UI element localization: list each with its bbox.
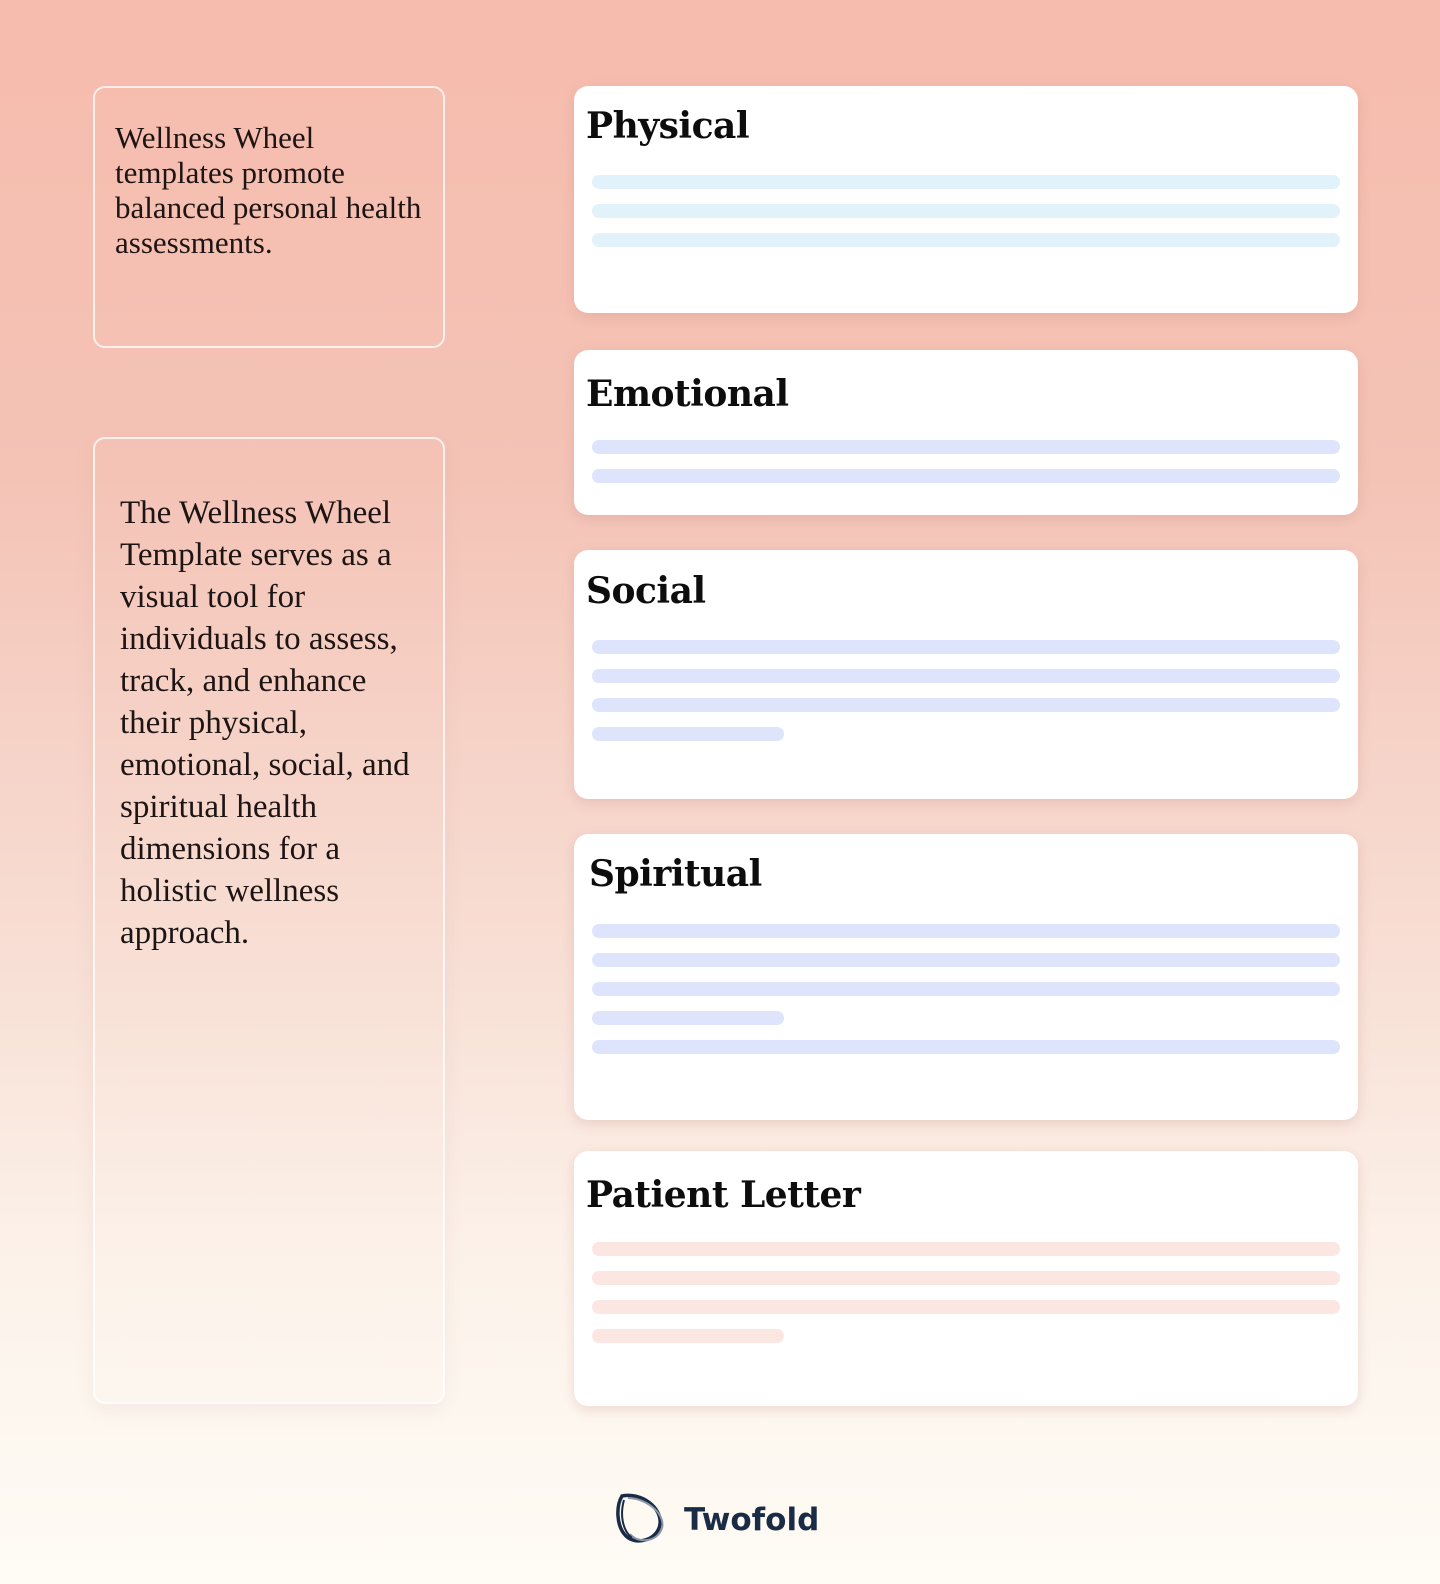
placeholder-line	[592, 698, 1340, 712]
card-emotional	[574, 350, 1358, 515]
placeholder-line	[592, 233, 1340, 247]
description-box	[93, 437, 445, 1404]
placeholder-line	[592, 469, 1340, 483]
placeholder-line	[592, 1242, 1340, 1256]
placeholder-line	[592, 953, 1340, 967]
placeholder-line	[592, 1040, 1340, 1054]
placeholder-line	[592, 440, 1340, 454]
placeholder-line	[592, 1271, 1340, 1285]
summary-box	[93, 86, 445, 348]
placeholder-line	[592, 175, 1340, 189]
card-patient-letter	[574, 1151, 1358, 1406]
card-physical	[574, 86, 1358, 313]
placeholder-line	[592, 1329, 784, 1343]
brand-logo	[612, 1490, 819, 1550]
placeholder-line	[592, 204, 1340, 218]
placeholder-line	[592, 669, 1340, 683]
placeholder-line	[592, 1300, 1340, 1314]
card-social	[574, 550, 1358, 799]
description-text: The Wellness Wheel Template serves as a visual tool for individuals to assess, track, and enhance their physical, emotional, social, and spiritual health dimensions for a holistic wellness approach.	[120, 495, 410, 951]
card-title: Physical	[586, 105, 750, 147]
card-title: Patient Letter	[586, 1174, 861, 1216]
placeholder-line	[592, 924, 1340, 938]
placeholder-line	[592, 727, 784, 741]
card-spiritual	[574, 834, 1358, 1120]
placeholder-line	[592, 640, 1340, 654]
summary-text: Wellness Wheel templates promote balanced personal health assessments.	[115, 120, 422, 260]
card-title: Spiritual	[589, 853, 762, 895]
card-title: Emotional	[586, 373, 789, 415]
placeholder-line	[592, 1011, 784, 1025]
twofold-logo-icon	[612, 1490, 668, 1550]
brand-name: Twofold	[684, 1502, 820, 1538]
card-title: Social	[586, 570, 706, 612]
placeholder-line	[592, 982, 1340, 996]
